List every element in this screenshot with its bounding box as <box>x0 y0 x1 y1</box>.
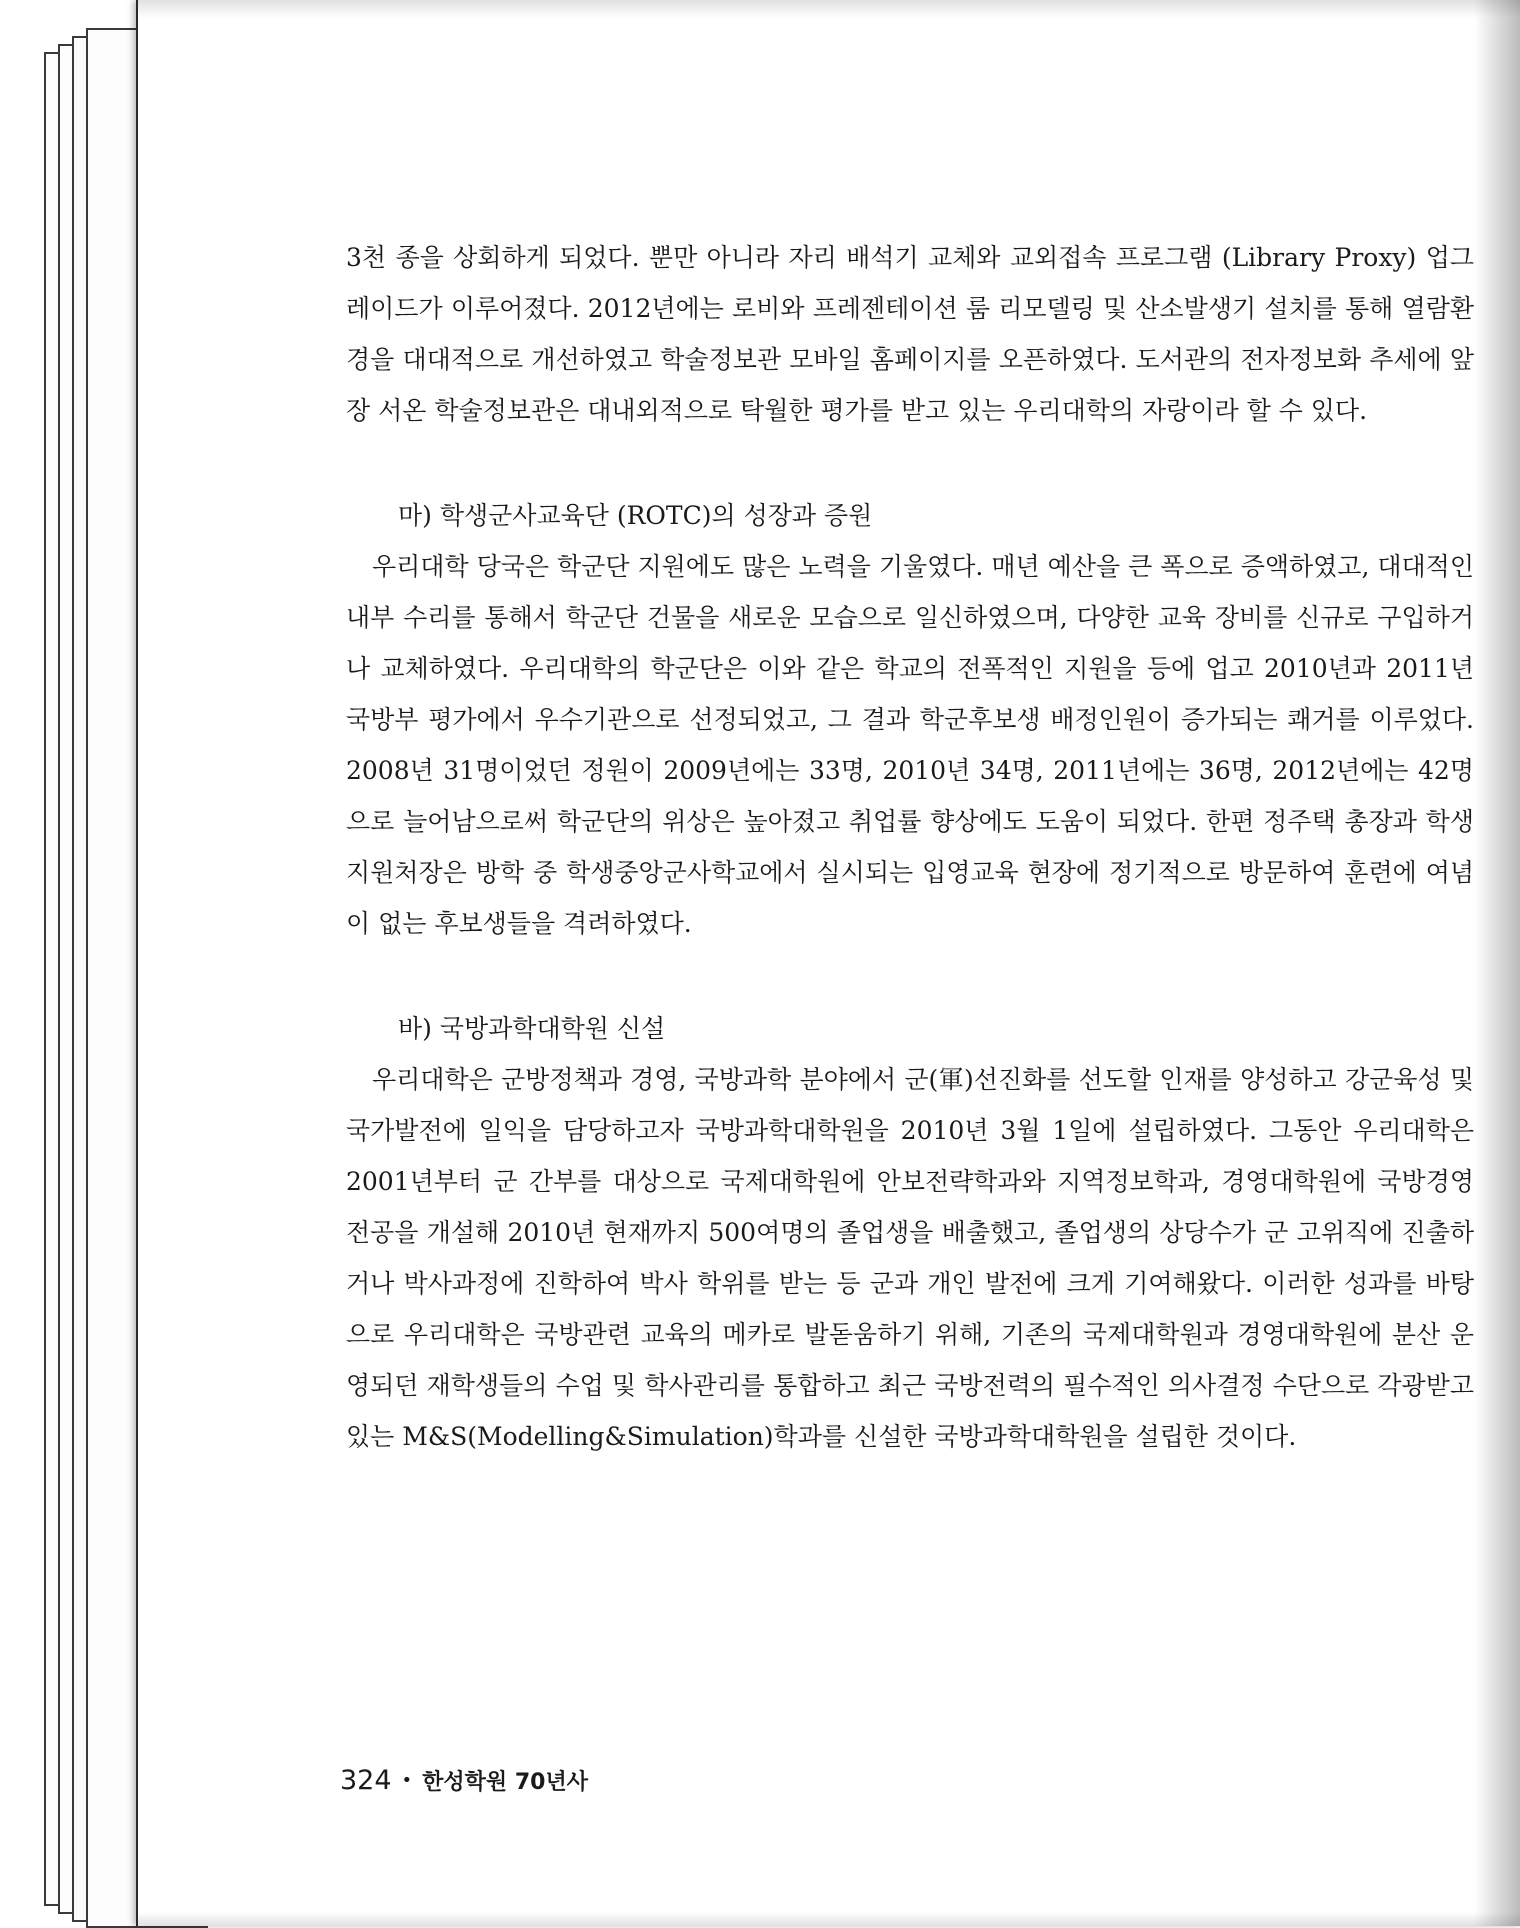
section-heading-rotc: 마) 학생군사교육단 (ROTC)의 성장과 증원 <box>398 501 873 530</box>
page-shadow-right <box>1474 0 1520 1926</box>
page-number: 324 <box>340 1765 392 1796</box>
paragraph-defense-graduate-school: 우리대학은 군방정책과 경영, 국방과학 분야에서 군(軍)선진화를 선도할 인재를 양성하고 강군육성 및 국가발전에 일익을 담당하고자 국방과학대학원을 2010년 3월 1일에 설립하였다. 그동안 우리대학은 2001년부터 군 간부를 대상으로 국제대학원에 안보전략학과와 지역정보학과, 경영대학원에 국방경영 전공을 개설해 2010년 현재까지 500여명의 졸업생을 배출했고, 졸업생의 상당수가 군 고위직에 진출하거나 박사과정에 진학하여 박사 학위를 받는 등 군과 개인 발전에 크게 기여해왔다. 이러한 성과를 바탕으로 우리대학은 국방관련 교육의 메카로 발돋움하기 위해, 기존의 국제대학원과 경영대학원에 분산 운영되던 재학생들의 수업 및 학사관리를 통합하고 최근 국방전력의 필수적인 의사결정 수단으로 각광받고 있는 M&S(Modelling&Simulation)학과를 신설한 국방과학대학원을 설립한 것이다. <box>346 1065 1474 1451</box>
page-footer <box>340 1765 588 1796</box>
footer-bullet: • <box>401 1770 413 1791</box>
book-page <box>136 0 1520 1926</box>
paragraph-rotc: 우리대학 당국은 학군단 지원에도 많은 노력을 기울였다. 매년 예산을 큰 폭으로 증액하였고, 대대적인 내부 수리를 통해서 학군단 건물을 새로운 모습으로 일신하였으며, 다양한 교육 장비를 신규로 구입하거나 교체하였다. 우리대학의 학군단은 이와 같은 학교의 전폭적인 지원을 등에 업고 2010년과 2011년 국방부 평가에서 우수기관으로 선정되었고, 그 결과 학군후보생 배정인원이 증가되는 쾌거를 이루었다. 2008년 31명이었던 정원이 2009년에는 33명, 2010년 34명, 2011년에는 36명, 2012년에는 42명으로 늘어남으로써 학군단의 위상은 높아졌고 취업률 향상에도 도움이 되었다. 한편 정주택 총장과 학생지원처장은 방학 중 학생중앙군사학교에서 실시되는 입영교육 현장에 정기적으로 방문하여 훈련에 여념이 없는 후보생들을 격려하였다. <box>346 552 1474 938</box>
paragraph-library: 3천 종을 상회하게 되었다. 뿐만 아니라 자리 배석기 교체와 교외접속 프로그램 (Library Proxy) 업그레이드가 이루어졌다. 2012년에는 로비와 프레젠테이션 룸 리모델링 및 산소발생기 설치를 통해 열람환경을 대대적으로 개선하였고 학술정보관 모바일 홈페이지를 오픈하였다. 도서관의 전자정보화 추세에 앞장 서온 학술정보관은 대내외적으로 탁월한 평가를 받고 있는 우리대학의 자랑이라 할 수 있다. <box>346 243 1474 425</box>
book-title: 한성학원 70년사 <box>422 1770 588 1795</box>
page-shadow-top <box>138 0 1520 18</box>
page-content <box>346 232 1474 1462</box>
page-shadow-bottom <box>138 1912 1520 1926</box>
section-heading-defense-graduate-school: 바) 국방과학대학원 신설 <box>398 1014 666 1043</box>
